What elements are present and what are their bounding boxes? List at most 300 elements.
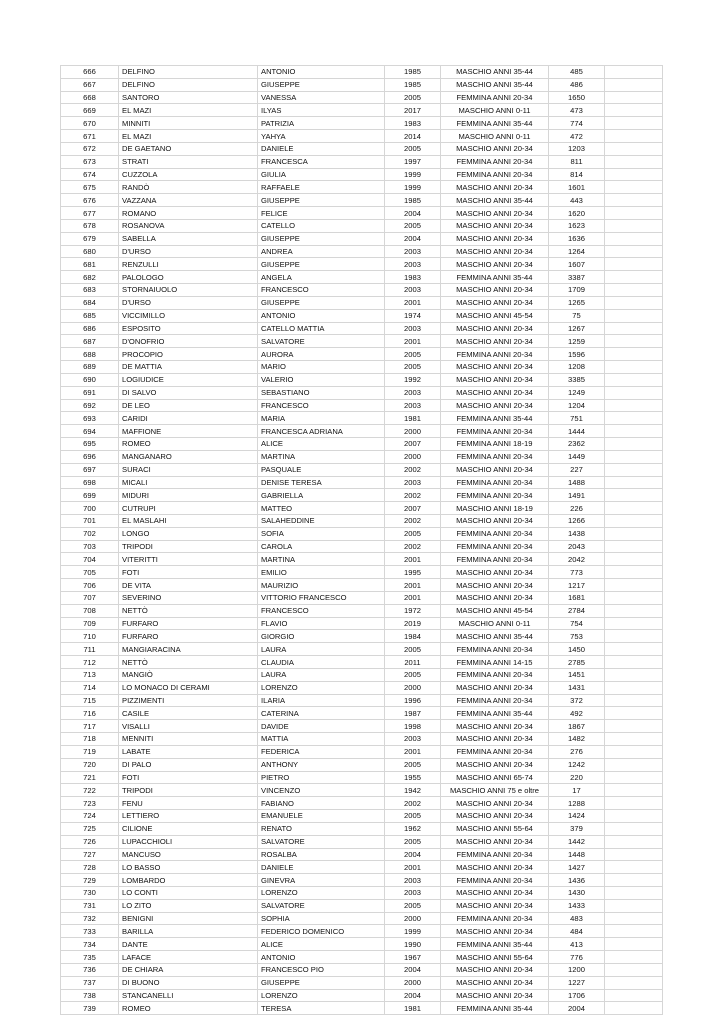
entry-number: 712 [61,656,119,669]
empty-cell [605,553,663,566]
bib-number-cell: 1288 [549,797,605,810]
empty-cell [605,348,663,361]
surname-cell: LO BASSO [119,861,258,874]
birth-year-cell: 1990 [385,938,441,951]
bib-number-cell: 226 [549,502,605,515]
first-name-cell: GIUSEPPE [258,78,385,91]
surname-cell: LUPACCHIOLI [119,835,258,848]
surname-cell: MENNITI [119,733,258,746]
empty-cell [605,694,663,707]
category-cell: MASCHIO ANNI 35-44 [441,194,549,207]
first-name-cell: VALERIO [258,373,385,386]
category-cell: FEMMINA ANNI 20-34 [441,540,549,553]
bib-number-cell: 773 [549,566,605,579]
surname-cell: FENU [119,797,258,810]
birth-year-cell: 2002 [385,797,441,810]
surname-cell: LO ZITO [119,899,258,912]
empty-cell [605,925,663,938]
category-cell: MASCHIO ANNI 20-34 [441,579,549,592]
surname-cell: EL MASLAHI [119,514,258,527]
bib-number-cell: 472 [549,130,605,143]
first-name-cell: GIUSEPPE [258,976,385,989]
surname-cell: ROSANOVA [119,219,258,232]
first-name-cell: MARTINA [258,553,385,566]
bib-number-cell: 1249 [549,386,605,399]
first-name-cell: FRANCESCA [258,155,385,168]
surname-cell: ROMEO [119,438,258,451]
bib-number-cell: 1681 [549,591,605,604]
birth-year-cell: 2005 [385,810,441,823]
table-row [61,874,663,887]
empty-cell [605,617,663,630]
empty-cell [605,91,663,104]
empty-cell [605,514,663,527]
table-row [61,194,663,207]
bib-number-cell: 443 [549,194,605,207]
entry-number: 715 [61,694,119,707]
entry-number: 720 [61,758,119,771]
category-cell: MASCHIO ANNI 35-44 [441,630,549,643]
empty-cell [605,887,663,900]
entry-number: 707 [61,591,119,604]
birth-year-cell: 2007 [385,438,441,451]
bib-number-cell: 1424 [549,810,605,823]
entry-number: 677 [61,207,119,220]
table-row [61,912,663,925]
table-body [61,66,663,1015]
empty-cell [605,938,663,951]
empty-cell [605,245,663,258]
bib-number-cell: 372 [549,694,605,707]
birth-year-cell: 1992 [385,373,441,386]
empty-cell [605,78,663,91]
first-name-cell: VITTORIO FRANCESCO [258,591,385,604]
surname-cell: D'URSO [119,245,258,258]
category-cell: FEMMINA ANNI 20-34 [441,527,549,540]
table-row [61,848,663,861]
first-name-cell: PASQUALE [258,463,385,476]
bib-number-cell: 220 [549,771,605,784]
surname-cell: VICCIMILLO [119,309,258,322]
entry-number: 728 [61,861,119,874]
first-name-cell: PATRIZIA [258,117,385,130]
table-row [61,489,663,502]
entry-number: 717 [61,720,119,733]
entry-number: 710 [61,630,119,643]
entry-number: 674 [61,168,119,181]
first-name-cell: FLAVIO [258,617,385,630]
birth-year-cell: 2004 [385,207,441,220]
first-name-cell: SALVATORE [258,835,385,848]
birth-year-cell: 2002 [385,540,441,553]
empty-cell [605,899,663,912]
first-name-cell: ROSALBA [258,848,385,861]
table-row [61,707,663,720]
table-row [61,142,663,155]
category-cell: MASCHIO ANNI 20-34 [441,219,549,232]
surname-cell: EL MAZI [119,104,258,117]
table-row [61,66,663,79]
table-row [61,925,663,938]
bib-number-cell: 2042 [549,553,605,566]
empty-cell [605,745,663,758]
first-name-cell: MATTEO [258,502,385,515]
bib-number-cell: 1266 [549,514,605,527]
surname-cell: TRIPODI [119,540,258,553]
first-name-cell: CATELLO [258,219,385,232]
bib-number-cell: 1427 [549,861,605,874]
surname-cell: MANGANARO [119,450,258,463]
first-name-cell: ANTONIO [258,66,385,79]
first-name-cell: FELICE [258,207,385,220]
birth-year-cell: 2004 [385,963,441,976]
surname-cell: D'URSO [119,296,258,309]
birth-year-cell: 1981 [385,412,441,425]
empty-cell [605,810,663,823]
bib-number-cell: 1259 [549,335,605,348]
table-row [61,668,663,681]
surname-cell: EL MAZI [119,130,258,143]
table-row [61,91,663,104]
first-name-cell: GIUSEPPE [258,232,385,245]
table-row [61,810,663,823]
birth-year-cell: 1985 [385,66,441,79]
first-name-cell: SALVATORE [258,335,385,348]
empty-cell [605,668,663,681]
empty-cell [605,656,663,669]
first-name-cell: RAFFAELE [258,181,385,194]
birth-year-cell: 2000 [385,450,441,463]
birth-year-cell: 1999 [385,925,441,938]
category-cell: MASCHIO ANNI 20-34 [441,386,549,399]
table-row [61,963,663,976]
entry-number: 695 [61,438,119,451]
bib-number-cell: 1451 [549,668,605,681]
bib-number-cell: 1596 [549,348,605,361]
birth-year-cell: 2003 [385,258,441,271]
entry-number: 682 [61,271,119,284]
bib-number-cell: 1650 [549,91,605,104]
empty-cell [605,476,663,489]
first-name-cell: SALVATORE [258,899,385,912]
table-row [61,797,663,810]
category-cell: MASCHIO ANNI 20-34 [441,681,549,694]
category-cell: MASCHIO ANNI 65-74 [441,771,549,784]
surname-cell: CILIONE [119,822,258,835]
table-row [61,887,663,900]
birth-year-cell: 1985 [385,78,441,91]
category-cell: FEMMINA ANNI 20-34 [441,450,549,463]
bib-number-cell: 1488 [549,476,605,489]
first-name-cell: CAROLA [258,540,385,553]
bib-number-cell: 2785 [549,656,605,669]
entry-number: 709 [61,617,119,630]
category-cell: MASCHIO ANNI 20-34 [441,232,549,245]
birth-year-cell: 2005 [385,835,441,848]
category-cell: MASCHIO ANNI 20-34 [441,373,549,386]
table-row [61,617,663,630]
entry-number: 721 [61,771,119,784]
entry-number: 724 [61,810,119,823]
birth-year-cell: 2004 [385,232,441,245]
empty-cell [605,643,663,656]
table-row [61,643,663,656]
surname-cell: LO CONTI [119,887,258,900]
table-row [61,989,663,1002]
first-name-cell: MARIA [258,412,385,425]
table-row [61,361,663,374]
first-name-cell: FEDERICA [258,745,385,758]
table-row [61,335,663,348]
category-cell: MASCHIO ANNI 20-34 [441,296,549,309]
bib-number-cell: 1444 [549,425,605,438]
empty-cell [605,271,663,284]
birth-year-cell: 2005 [385,527,441,540]
empty-cell [605,399,663,412]
entry-number: 680 [61,245,119,258]
surname-cell: PALOLOGO [119,271,258,284]
birth-year-cell: 1981 [385,1002,441,1015]
birth-year-cell: 1985 [385,194,441,207]
bib-number-cell: 485 [549,66,605,79]
table-row [61,566,663,579]
empty-cell [605,874,663,887]
birth-year-cell: 1987 [385,707,441,720]
birth-year-cell: 1983 [385,271,441,284]
birth-year-cell: 2003 [385,386,441,399]
category-cell: FEMMINA ANNI 20-34 [441,348,549,361]
category-cell: FEMMINA ANNI 20-34 [441,668,549,681]
birth-year-cell: 1972 [385,604,441,617]
surname-cell: NETTÒ [119,604,258,617]
first-name-cell: ANTONIO [258,309,385,322]
empty-cell [605,784,663,797]
first-name-cell: EMANUELE [258,810,385,823]
bib-number-cell: 1450 [549,643,605,656]
entry-number: 702 [61,527,119,540]
category-cell: FEMMINA ANNI 20-34 [441,643,549,656]
surname-cell: MANGIARACINA [119,643,258,656]
first-name-cell: VANESSA [258,91,385,104]
first-name-cell: MAURIZIO [258,579,385,592]
birth-year-cell: 1962 [385,822,441,835]
surname-cell: FURFARO [119,617,258,630]
empty-cell [605,976,663,989]
birth-year-cell: 1974 [385,309,441,322]
category-cell: MASCHIO ANNI 20-34 [441,566,549,579]
participants-sheet [60,65,662,1015]
surname-cell: SURACI [119,463,258,476]
entry-number: 733 [61,925,119,938]
category-cell: FEMMINA ANNI 20-34 [441,91,549,104]
bib-number-cell: 473 [549,104,605,117]
entry-number: 697 [61,463,119,476]
first-name-cell: MATTIA [258,733,385,746]
category-cell: MASCHIO ANNI 20-34 [441,514,549,527]
birth-year-cell: 2005 [385,758,441,771]
first-name-cell: FRANCESCO [258,284,385,297]
empty-cell [605,412,663,425]
empty-cell [605,181,663,194]
empty-cell [605,502,663,515]
first-name-cell: GIULIA [258,168,385,181]
empty-cell [605,322,663,335]
category-cell: FEMMINA ANNI 20-34 [441,168,549,181]
surname-cell: MINNITI [119,117,258,130]
category-cell: FEMMINA ANNI 35-44 [441,117,549,130]
birth-year-cell: 2003 [385,399,441,412]
first-name-cell: ALICE [258,438,385,451]
bib-number-cell: 413 [549,938,605,951]
first-name-cell: ANGELA [258,271,385,284]
entry-number: 687 [61,335,119,348]
empty-cell [605,463,663,476]
surname-cell: SEVERINO [119,591,258,604]
table-row [61,155,663,168]
surname-cell: MAFFIONE [119,425,258,438]
table-row [61,322,663,335]
category-cell: MASCHIO ANNI 0-11 [441,617,549,630]
table-row [61,745,663,758]
birth-year-cell: 2017 [385,104,441,117]
surname-cell: ROMEO [119,1002,258,1015]
empty-cell [605,566,663,579]
birth-year-cell: 2011 [385,656,441,669]
first-name-cell: FRANCESCO PIO [258,963,385,976]
empty-cell [605,771,663,784]
category-cell: MASCHIO ANNI 20-34 [441,258,549,271]
category-cell: MASCHIO ANNI 20-34 [441,797,549,810]
category-cell: FEMMINA ANNI 18-19 [441,438,549,451]
bib-number-cell: 492 [549,707,605,720]
birth-year-cell: 2001 [385,591,441,604]
empty-cell [605,540,663,553]
first-name-cell: FRANCESCO [258,604,385,617]
category-cell: FEMMINA ANNI 35-44 [441,1002,549,1015]
bib-number-cell: 1706 [549,989,605,1002]
birth-year-cell: 1942 [385,784,441,797]
bib-number-cell: 811 [549,155,605,168]
category-cell: FEMMINA ANNI 35-44 [441,938,549,951]
surname-cell: ROMANO [119,207,258,220]
entry-number: 706 [61,579,119,592]
entry-number: 669 [61,104,119,117]
first-name-cell: LORENZO [258,887,385,900]
empty-cell [605,1002,663,1015]
entry-number: 691 [61,386,119,399]
entry-number: 679 [61,232,119,245]
empty-cell [605,258,663,271]
empty-cell [605,630,663,643]
empty-cell [605,951,663,964]
surname-cell: DE CHIARA [119,963,258,976]
birth-year-cell: 2005 [385,219,441,232]
empty-cell [605,438,663,451]
entry-number: 701 [61,514,119,527]
birth-year-cell: 2005 [385,348,441,361]
surname-cell: STORNAIUOLO [119,284,258,297]
bib-number-cell: 75 [549,309,605,322]
birth-year-cell: 2001 [385,745,441,758]
entry-number: 683 [61,284,119,297]
surname-cell: MANCUSO [119,848,258,861]
surname-cell: DANTE [119,938,258,951]
surname-cell: DE GAETANO [119,142,258,155]
first-name-cell: GIUSEPPE [258,296,385,309]
table-row [61,78,663,91]
empty-cell [605,707,663,720]
first-name-cell: FRANCESCO [258,399,385,412]
surname-cell: MIDURI [119,489,258,502]
first-name-cell: RENATO [258,822,385,835]
birth-year-cell: 2000 [385,681,441,694]
entry-number: 700 [61,502,119,515]
category-cell: MASCHIO ANNI 18-19 [441,502,549,515]
birth-year-cell: 1967 [385,951,441,964]
bib-number-cell: 1491 [549,489,605,502]
entry-number: 708 [61,604,119,617]
category-cell: MASCHIO ANNI 45-54 [441,309,549,322]
bib-number-cell: 814 [549,168,605,181]
table-row [61,553,663,566]
table-row [61,168,663,181]
category-cell: MASCHIO ANNI 0-11 [441,130,549,143]
empty-cell [605,733,663,746]
table-row [61,245,663,258]
empty-cell [605,989,663,1002]
table-row [61,412,663,425]
first-name-cell: LORENZO [258,681,385,694]
entry-number: 725 [61,822,119,835]
first-name-cell: FABIANO [258,797,385,810]
surname-cell: FOTI [119,771,258,784]
bib-number-cell: 1208 [549,361,605,374]
birth-year-cell: 2001 [385,553,441,566]
table-row [61,117,663,130]
first-name-cell: ILARIA [258,694,385,707]
entry-number: 673 [61,155,119,168]
empty-cell [605,720,663,733]
table-row [61,258,663,271]
surname-cell: LABATE [119,745,258,758]
category-cell: MASCHIO ANNI 20-34 [441,861,549,874]
surname-cell: LOMBARDO [119,874,258,887]
category-cell: MASCHIO ANNI 20-34 [441,835,549,848]
surname-cell: PIZZIMENTI [119,694,258,707]
birth-year-cell: 2002 [385,463,441,476]
entry-number: 738 [61,989,119,1002]
table-row [61,296,663,309]
surname-cell: STRATI [119,155,258,168]
birth-year-cell: 2003 [385,476,441,489]
table-row [61,348,663,361]
empty-cell [605,219,663,232]
category-cell: MASCHIO ANNI 20-34 [441,887,549,900]
table-row [61,181,663,194]
birth-year-cell: 2003 [385,887,441,900]
birth-year-cell: 1997 [385,155,441,168]
entry-number: 675 [61,181,119,194]
category-cell: MASCHIO ANNI 20-34 [441,245,549,258]
entry-number: 668 [61,91,119,104]
surname-cell: DI BUONO [119,976,258,989]
first-name-cell: LORENZO [258,989,385,1002]
birth-year-cell: 2001 [385,861,441,874]
bib-number-cell: 1449 [549,450,605,463]
surname-cell: VAZZANA [119,194,258,207]
surname-cell: FOTI [119,566,258,579]
entry-number: 693 [61,412,119,425]
